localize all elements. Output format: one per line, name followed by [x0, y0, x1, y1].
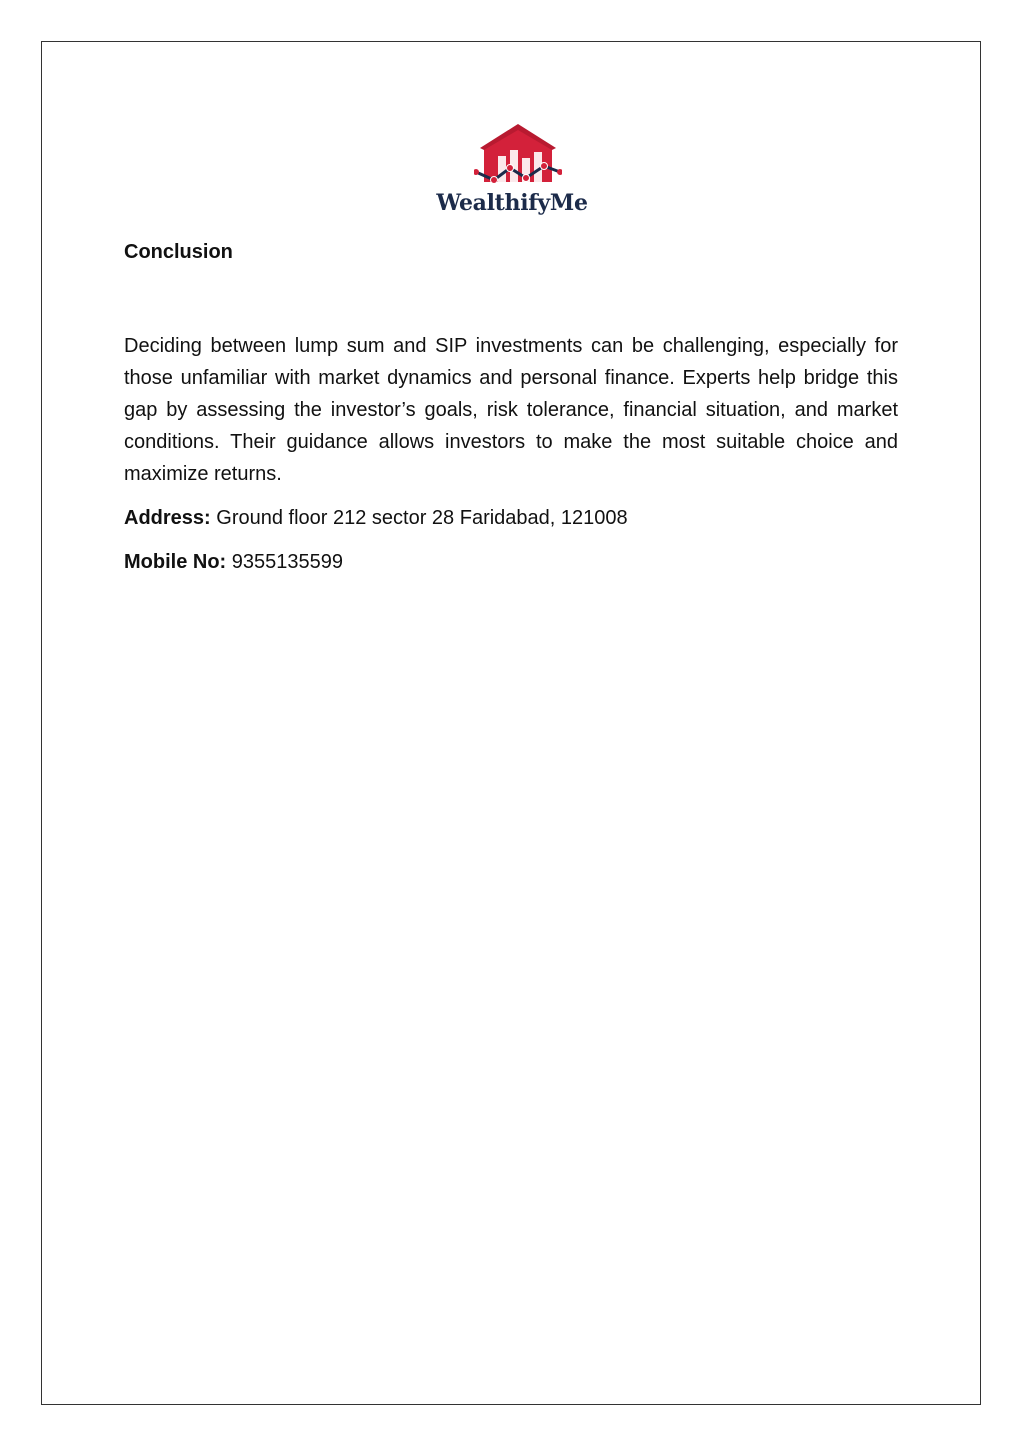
- logo-wordmark: WealthifyMe: [436, 190, 588, 216]
- address-value: Ground floor 212 sector 28 Faridabad, 121008: [210, 507, 628, 529]
- conclusion-paragraph: Deciding between lump sum and SIP investments can be challenging, especially for those unfamiliar with market dynamics and personal finance. Experts help bridge this gap by assessing the investor’s goals, risk tolerance, financial situation, and market conditions. Their guidance allows investors to make the most suitable choice and maximize returns.: [124, 335, 898, 485]
- address-label: Address:: [124, 507, 211, 529]
- house-chart-logo-icon: [474, 122, 562, 192]
- mobile-value: 9355135599: [226, 551, 344, 573]
- logo: [436, 122, 588, 222]
- mobile-label: Mobile No:: [124, 551, 227, 573]
- document-content: [124, 238, 898, 578]
- mobile-line: [124, 546, 898, 578]
- section-heading: Conclusion: [124, 241, 233, 263]
- address-line: [124, 502, 898, 534]
